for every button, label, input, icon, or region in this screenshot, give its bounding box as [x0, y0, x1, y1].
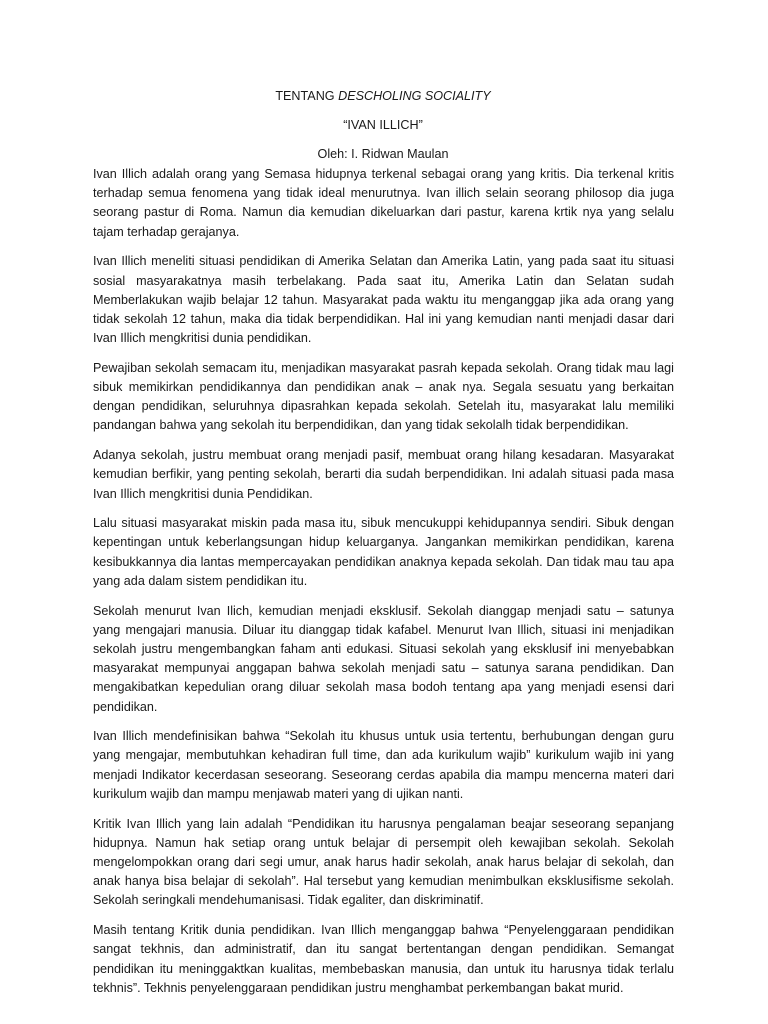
document-title — [93, 86, 673, 106]
paragraph-1: Ivan Illich adalah orang yang Semasa hidupnya terkenal sebagai orang yang kritis. Dia terkenal kritis terhadap semua fenomena yang tidak ideal menurutnya. Ivan illich selain seorang philosop dia juga seorang pastur di Roma. Namun dia kemudian dikeluarkan dari pastur, karena krtik nya yang selalu tajam terhadap gerajanya. — [93, 167, 674, 239]
document-subtitle: “IVAN ILLICH” — [343, 118, 423, 132]
paragraph-4: Adanya sekolah, justru membuat orang menjadi pasif, membuat orang hilang kesadaran. Masyarakat kemudian berfikir, yang penting sekolah, berarti dia sudah berpendidikan. Ini adalah situasi pada masa Ivan Illich mengkritisi dunia Pendidikan. — [93, 448, 674, 501]
paragraph-5: Lalu situasi masyarakat miskin pada masa itu, sibuk mencukuppi kehidupannya sendiri. Sibuk dengan kepentingan untuk keberlangsungan hidup keluarganya. Jangankan memikirkan pendidikan, karena kesibukkannya dia lantas mempercayakan pendidikan anaknya kepada sekolah. Dan tidak mau tau apa yang ada dalam sistem pendidikan itu. — [93, 516, 674, 588]
paragraph-9: Masih tentang Kritik dunia pendidikan. Ivan Illich menganggap bahwa “Penyelenggaraan pendidikan sangat tekhnis, dan administratif, dan itu sangat bertentangan dengan pendidikan. Semangat pendidikan itu meninggaktkan kualitas, membebaskan manusia, dan untuk itu harusnya tidak terlalu tekhnis”. Tekhnis penyelenggaraan pendidikan justru menghambat perkembangan bakat murid. — [93, 923, 674, 995]
title-prefix: TENTANG — [275, 89, 339, 103]
document-header — [93, 86, 673, 173]
title-italic: DESCHOLING SOCIALITY — [338, 89, 491, 103]
paragraph-6: Sekolah menurut Ivan Ilich, kemudian menjadi eksklusif. Sekolah dianggap menjadi satu – satunya yang mengajari manusia. Diluar itu dianggap tidak kafabel. Menurut Ivan Illich, situasi ini menjadikan sekolah justru mengembangkan faham anti edukasi. Situasi sekolah yang eksklusif ini menyebabkan masyarakat mempunyai anggapan bahwa sekolah menjadi satu – satunya sarana pendidikan. Dan mengakibatkan kepedulian orang diluar sekolah masa bodoh tentang apa yang menjadi esensi dari pendidikan. — [93, 603, 674, 714]
document-body — [93, 165, 674, 1008]
paragraph-2: Ivan Illich meneliti situasi pendidikan di Amerika Selatan dan Amerika Latin, yang pada saat itu situasi sosial masyarakatnya masih terbelakang. Pada saat itu, Amerika Latin dan Selatan sudah Memberlakukan wajib belajar 12 tahun. Masyarakat pada waktu itu menganggap jika ada orang yang tidak sekolah 12 tahun, maka dia tidak berpendidikan. Hal ini yang kemudian nanti menjadi dasar dari Ivan Illich mengkritisi dunia pendidikan. — [93, 254, 674, 346]
paragraph-7: Ivan Illich mendefinisikan bahwa “Sekolah itu khusus untuk usia tertentu, berhubungan dengan guru yang mengajar, membutuhkan kehadiran full time, dan ada kurikulum wajib” kurikulum wajib ini yang menjadi Indikator kecerdasan seseorang. Seseorang cerdas apabila dia mampu mencerna materi dari kurikulum wajib dan mampu menjawab materi yang di ujikan nanti. — [93, 729, 674, 801]
paragraph-3: Pewajiban sekolah semacam itu, menjadikan masyarakat pasrah kepada sekolah. Orang tidak mau lagi sibuk memikirkan pendidikannya dan pendidikan anak – anak nya. Segala sesuatu yang berkaitan dengan pendidikan, seluruhnya dipasrahkan kepada sekolah. Setelah itu, masyarakat lalu memiliki pandangan bahwa yang sekolah itu berpendidikan, dan yang tidak sekolalh tidak berpendidikan. — [93, 360, 674, 433]
paragraph-8: Kritik Ivan Illich yang lain adalah “Pendidikan itu harusnya pengalaman beajar seseorang sepanjang hidupnya. Namun hak setiap orang untuk belajar di persempit oleh kewajiban sekolah. Sekolah mengelompokkan orang dari segi umur, anak harus hadir sekolah, anak harus belajar di sekolah, dan anak hanya bisa belajar di sekolah”. Hal tersebut yang kemudian menimbulkan eksklusifisme sekolah. Sekolah seringkali mendehumanisasi. Tidak egaliter, dan diskriminatif. — [93, 816, 674, 908]
document-author: Oleh: I. Ridwan Maulan — [317, 147, 449, 161]
